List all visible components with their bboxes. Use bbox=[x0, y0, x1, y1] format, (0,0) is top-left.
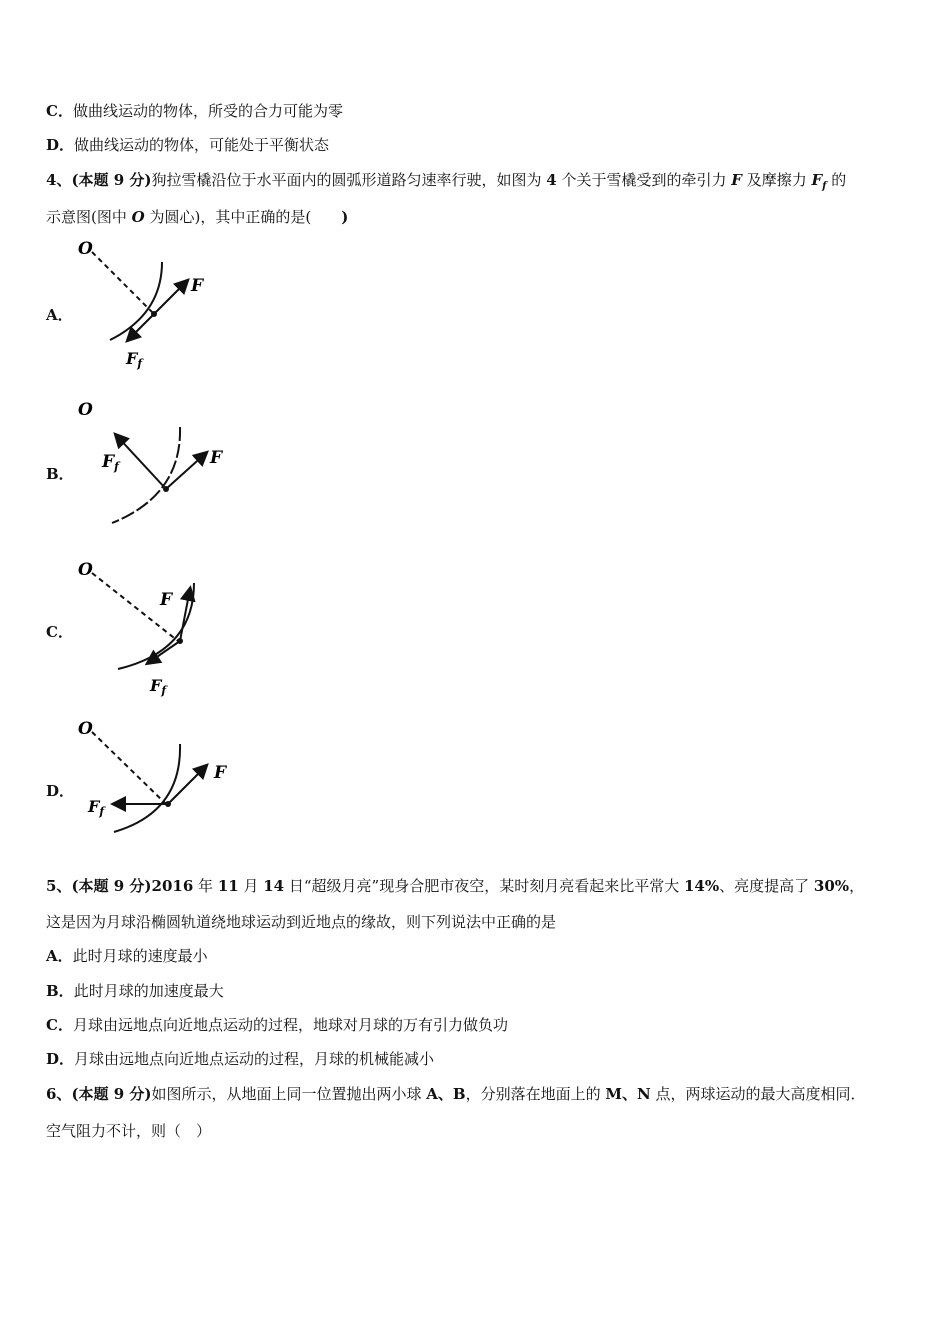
stem-number: 14% bbox=[684, 877, 720, 895]
symbol-O: O bbox=[131, 208, 145, 226]
q4-option-a-label: A． bbox=[46, 306, 73, 324]
q4-option-d-label: D． bbox=[46, 782, 75, 800]
label-Ff-sub: f bbox=[137, 357, 143, 370]
q6-stem-line2: 空气阻力不计，则（ ） bbox=[46, 1122, 212, 1140]
stem-text: 及摩擦力 bbox=[741, 171, 812, 189]
stem-text: ， bbox=[849, 877, 865, 895]
option-text: 月球由远地点向近地点运动的过程，月球的机械能减小 bbox=[74, 1050, 435, 1068]
option-text: 月球由远地点向近地点运动的过程，地球对月球的万有引力做负功 bbox=[72, 1016, 508, 1034]
q4-figure-d bbox=[70, 712, 250, 852]
stem-text: ，分别落在地面上的 bbox=[465, 1085, 606, 1103]
label-O: O bbox=[78, 719, 93, 739]
stem-text: 示意图(图中 bbox=[46, 208, 132, 226]
option-letter: D． bbox=[46, 1050, 75, 1068]
option-text: 此时月球的速度最小 bbox=[72, 947, 208, 965]
stem-text: 月 bbox=[238, 877, 264, 895]
arc-path bbox=[110, 262, 162, 340]
q4-stem-line1 bbox=[46, 170, 846, 197]
question-tag: (本题 9 分) bbox=[71, 171, 152, 189]
symbol-Ff bbox=[811, 171, 827, 192]
q5-option-c bbox=[46, 1015, 508, 1035]
label-O: O bbox=[78, 239, 93, 259]
label-F: F bbox=[191, 276, 204, 296]
stem-number: 11 bbox=[217, 877, 239, 895]
label-Ff-main: F bbox=[102, 452, 115, 472]
symbol-F: F bbox=[731, 171, 742, 189]
q3-option-c bbox=[46, 101, 343, 121]
label-Ff-sub: f bbox=[114, 460, 119, 473]
stem-text: 日“超级月亮”现身合肥市夜空，某时刻月亮看起来比平常大 bbox=[284, 877, 684, 895]
label-Ff-main: F bbox=[88, 797, 100, 816]
arrow-Ff bbox=[148, 641, 180, 663]
option-letter: C． bbox=[46, 1016, 73, 1034]
answer-blank: ) bbox=[311, 208, 349, 226]
label-O: O bbox=[78, 400, 93, 420]
stem-text: 如图所示，从地面上同一位置抛出两小球 bbox=[151, 1085, 427, 1103]
stem-number: 30% bbox=[813, 877, 850, 895]
label-F: F bbox=[160, 590, 173, 610]
symbol-sub: f bbox=[822, 181, 827, 192]
q4-stem-line2 bbox=[46, 207, 348, 227]
figure-d-diagram bbox=[70, 712, 250, 852]
question-number: 6、 bbox=[46, 1085, 72, 1103]
q3-option-d bbox=[46, 135, 329, 155]
stem-text: 、亮度提高了 bbox=[719, 877, 814, 895]
label-F: F bbox=[214, 763, 227, 783]
stem-number: 14 bbox=[263, 877, 285, 895]
option-letter: C． bbox=[46, 102, 73, 120]
label-Ff-main: F bbox=[126, 349, 138, 368]
q6-stem-line1 bbox=[46, 1084, 866, 1104]
question-tag: (本题 9 分) bbox=[71, 1085, 152, 1103]
q5-option-a bbox=[46, 946, 208, 966]
stem-text: 的 bbox=[826, 171, 847, 189]
q4-figure-b bbox=[70, 395, 250, 535]
q5-stem-line2: 这是因为月球沿椭圆轨道绕地球运动到近地点的缘故，则下列说法中正确的是 bbox=[46, 913, 557, 931]
stem-number: 2016 bbox=[151, 877, 194, 895]
option-letter: D． bbox=[46, 136, 75, 154]
label-Ff-main: F bbox=[150, 676, 162, 695]
figure-c-diagram bbox=[70, 553, 250, 703]
question-tag: (本题 9 分) bbox=[71, 877, 152, 895]
label-Ff bbox=[101, 452, 121, 473]
stem-text: 年 bbox=[193, 877, 218, 895]
q5-option-d bbox=[46, 1049, 434, 1069]
symbol-main: F bbox=[811, 171, 823, 189]
q4-figure-a bbox=[70, 236, 250, 376]
question-number: 4、 bbox=[46, 171, 72, 189]
label-O: O bbox=[78, 560, 93, 580]
label-Ff bbox=[125, 349, 144, 370]
radius-dashed-line bbox=[92, 252, 154, 314]
q4-option-c-label: C． bbox=[46, 623, 73, 641]
option-text: 做曲线运动的物体，可能处于平衡状态 bbox=[74, 136, 330, 154]
q5-stem-line1 bbox=[46, 876, 864, 896]
label-Ff bbox=[87, 797, 106, 818]
arrow-Ff bbox=[116, 435, 166, 489]
stem-text: 个关于雪橇受到的牵引力 bbox=[556, 171, 732, 189]
option-letter: B． bbox=[46, 982, 74, 1000]
question-number: 5、 bbox=[46, 877, 72, 895]
stem-symbol: A、B bbox=[426, 1085, 466, 1103]
stem-text: 狗拉雪橇沿位于水平面内的圆弧形道路匀速率行驶，如图为 bbox=[151, 171, 547, 189]
stem-symbol: M、N bbox=[605, 1085, 651, 1103]
stem-text: 为圆心)，其中正确的是( bbox=[144, 208, 312, 226]
q4-option-b-label: B． bbox=[46, 465, 74, 483]
q4-figure-c bbox=[70, 553, 250, 703]
option-text: 此时月球的加速度最大 bbox=[73, 982, 224, 1000]
radius-dashed-line bbox=[92, 732, 166, 804]
arc-path bbox=[114, 744, 180, 832]
stem-text: 点，两球运动的最大高度相同． bbox=[650, 1085, 866, 1103]
option-text: 做曲线运动的物体，所受的合力可能为零 bbox=[72, 102, 343, 120]
label-Ff-sub: f bbox=[161, 684, 167, 697]
label-Ff bbox=[149, 676, 168, 697]
q5-option-b bbox=[46, 981, 224, 1001]
figure-a-diagram bbox=[70, 236, 250, 376]
stem-number: 4 bbox=[546, 171, 557, 189]
figure-b-diagram bbox=[70, 395, 250, 535]
label-F: F bbox=[210, 448, 223, 468]
option-letter: A． bbox=[46, 947, 73, 965]
label-Ff-sub: f bbox=[99, 805, 105, 818]
